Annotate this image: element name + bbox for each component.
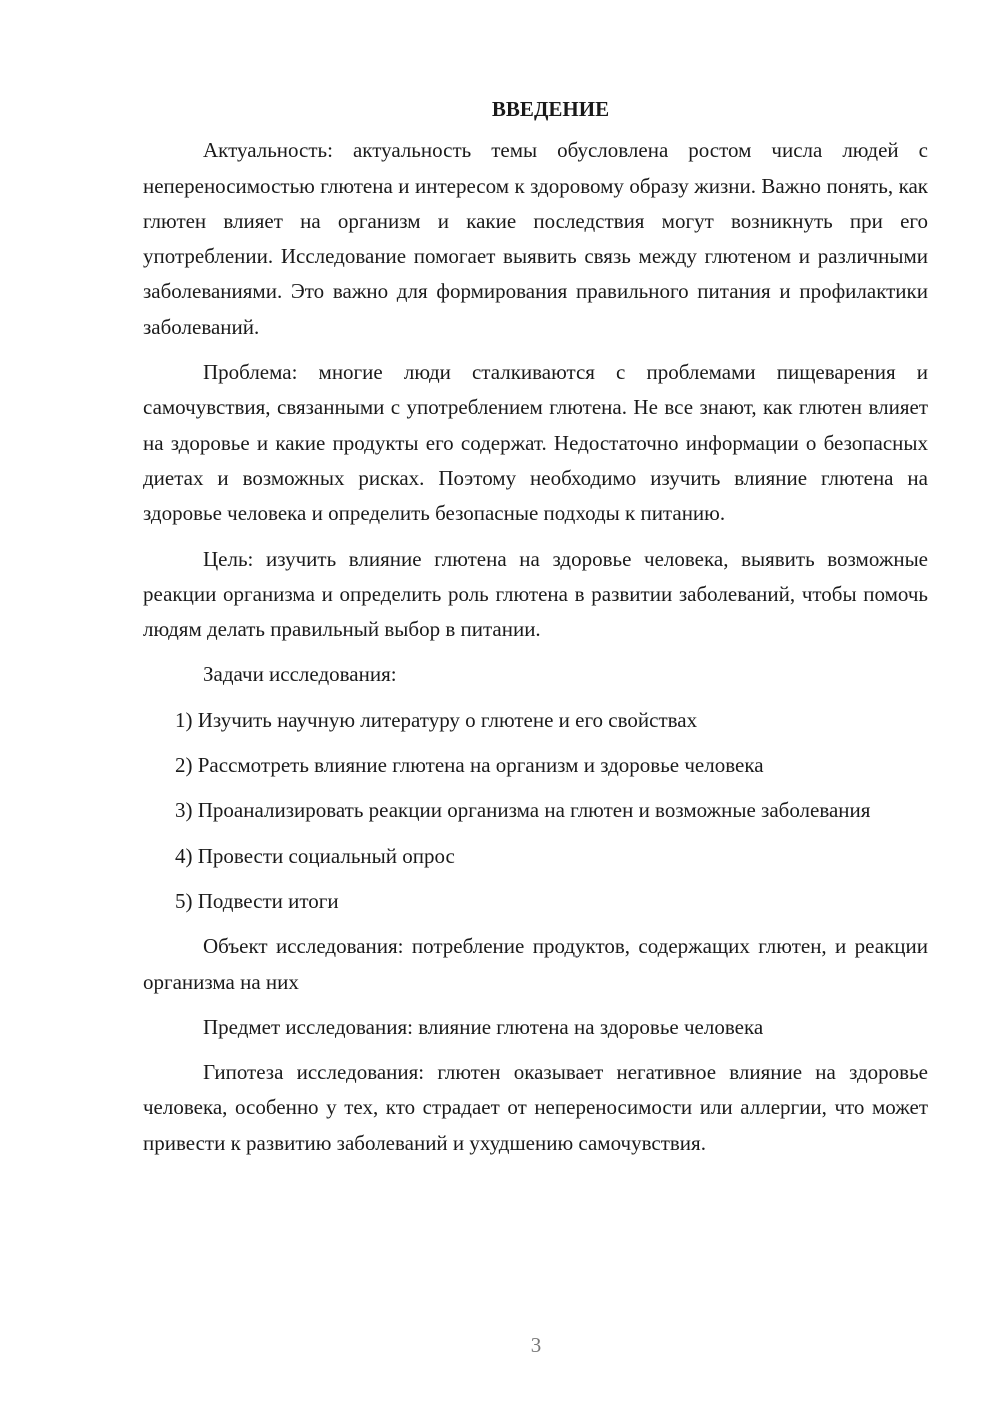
paragraph-goal: Цель: изучить влияние глютена на здоровье человека, выявить возможные реакции организма и определить роль глютена в развитии заболеваний, чтобы помочь людям делать правильный выбор в питании. <box>143 546 928 642</box>
document-page <box>143 92 928 1171</box>
section-heading: ВВЕДЕНИЕ <box>491 97 610 121</box>
task-item-1: 1) Изучить научную литературу о глютене и его свойствах <box>175 707 698 732</box>
task-item-4: 4) Провести социальный опрос <box>175 843 455 868</box>
paragraph-hypothesis: Гипотеза исследования: глютен оказывает негативное влияние на здоровье человека, особенно у тех, кто страдает от непереносимости или аллергии, что может привести к развитию заболеваний и ухудшению самочувствия. <box>143 1060 928 1155</box>
paragraph-relevance: Актуальность: актуальность темы обусловлена ростом числа людей с непереносимостью глютена и интересом к здоровому образу жизни. Важно понять, как глютен влияет на организм и какие последствия могут возникнуть при его употреблении. Исследование помогает выявить связь между глютеном и различными заболеваниями. Это важно для формирования правильного питания и профилактики заболеваний. <box>143 138 928 339</box>
paragraph-subject: Предмет исследования: влияние глютена на здоровье человека <box>203 1014 764 1039</box>
task-item-3: 3) Проанализировать реакции организма на глютен и возможные заболевания <box>175 798 871 823</box>
task-item-5: 5) Подвести итоги <box>175 888 339 913</box>
page-number: 3 <box>530 1333 542 1357</box>
tasks-title: Задачи исследования: <box>203 662 397 687</box>
paragraph-problem: Проблема: многие люди сталкиваются с проблемами пищеварения и самочувствия, связанными с употреблением глютена. Не все знают, как глютен влияет на здоровье и какие продукты его содержат. Недостаточно информации о безопасных диетах и возможных рисках. Поэтому необходимо изучить влияние глютена на здоровье человека и определить безопасные подходы к питанию. <box>143 360 928 526</box>
paragraph-object: Объект исследования: потребление продуктов, содержащих глютен, и реакции организма на них <box>143 934 928 994</box>
task-item-2: 2) Рассмотреть влияние глютена на организм и здоровье человека <box>175 753 764 778</box>
